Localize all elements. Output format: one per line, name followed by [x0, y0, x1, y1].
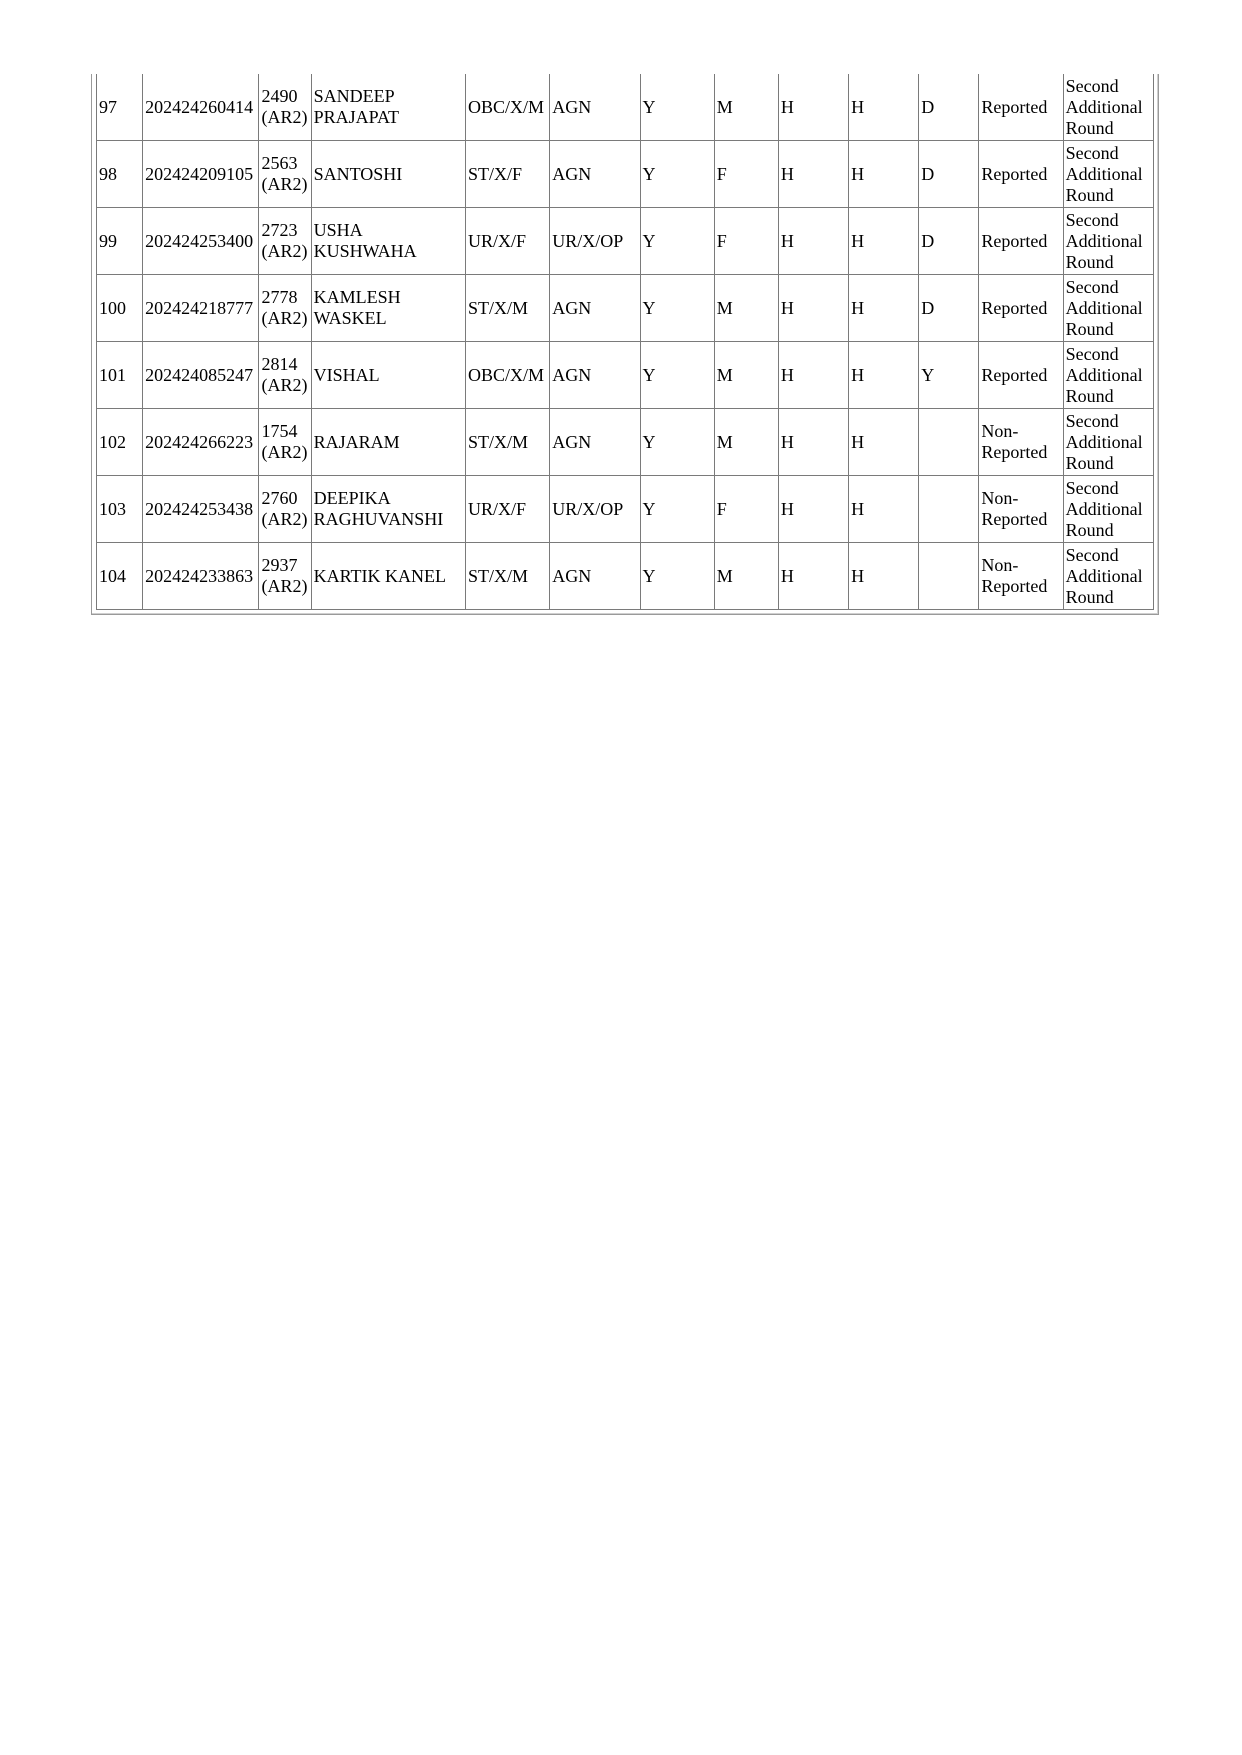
candidate-category: ST/X/M: [468, 565, 529, 586]
round-line-2: Additional: [1065, 297, 1143, 318]
rank-round-tag: (AR2): [261, 375, 308, 395]
candidate-name-line-1: KAMLESH: [313, 287, 401, 307]
round-cell: [1063, 409, 1153, 476]
reporting-status-cell: [979, 275, 1063, 342]
reporting-status-line-1: Reported: [981, 297, 1048, 318]
application-number-cell: [143, 74, 259, 141]
serial-number: 104: [99, 565, 126, 586]
round-line-3: Round: [1065, 184, 1114, 205]
column-9-value: H: [780, 163, 794, 184]
column-9-cell: [778, 543, 848, 610]
column-9-value: H: [780, 565, 794, 586]
rank-number: 2563: [261, 153, 298, 173]
application-number-cell: [143, 409, 259, 476]
table-row: [97, 409, 1154, 476]
gender-value: F: [716, 230, 727, 251]
column-11-cell: [919, 74, 979, 141]
round-line-1: Second: [1065, 544, 1119, 565]
column-9-value: H: [780, 96, 794, 117]
column-11-cell: [919, 275, 979, 342]
reporting-status-line-2: Reported: [981, 576, 1048, 596]
serial-number-cell: [97, 342, 143, 409]
round-cell: [1063, 543, 1153, 610]
reporting-status-cell: [979, 342, 1063, 409]
gender-value: M: [716, 96, 733, 117]
application-number: 202424260414: [145, 96, 254, 117]
reporting-status-cell: [979, 141, 1063, 208]
gender-cell: [714, 476, 778, 543]
column-7-cell: [640, 342, 714, 409]
rank-number: 2778: [261, 287, 298, 307]
serial-number: 103: [99, 498, 126, 519]
table-row: [97, 342, 1154, 409]
reporting-status-cell: [979, 409, 1063, 476]
round-line-3: Round: [1065, 385, 1114, 406]
candidate-name-line-1: DEEPIKA: [313, 488, 391, 508]
column-7-cell: [640, 409, 714, 476]
allotted-category-cell: [550, 543, 640, 610]
round-line-1: Second: [1065, 276, 1119, 297]
rank-cell: [259, 208, 311, 275]
rank-round-tag: (AR2): [261, 509, 308, 529]
round-line-3: Round: [1065, 452, 1114, 473]
round-line-1: Second: [1065, 343, 1119, 364]
reporting-status-line-2: Reported: [981, 442, 1048, 462]
candidate-name-line-2: WASKEL: [313, 308, 387, 328]
allotted-category-cell: [550, 141, 640, 208]
allotted-category: AGN: [552, 163, 592, 184]
round-cell: [1063, 342, 1153, 409]
gender-cell: [714, 141, 778, 208]
rank-number: 2760: [261, 488, 298, 508]
category-cell: [466, 141, 550, 208]
allotted-category: UR/X/OP: [552, 498, 624, 519]
allotted-category: AGN: [552, 297, 592, 318]
reporting-status-cell: [979, 74, 1063, 141]
application-number-cell: [143, 342, 259, 409]
reporting-status-cell: [979, 476, 1063, 543]
column-11-value: Y: [921, 364, 935, 385]
column-10-cell: [849, 74, 919, 141]
column-11-value: D: [921, 230, 935, 251]
column-7-cell: [640, 543, 714, 610]
round-line-3: Round: [1065, 117, 1114, 138]
gender-value: M: [716, 431, 733, 452]
rank-cell: [259, 543, 311, 610]
round-line-3: Round: [1065, 251, 1114, 272]
table-row: [97, 543, 1154, 610]
allotted-category: AGN: [552, 431, 592, 452]
gender-cell: [714, 409, 778, 476]
column-10-cell: [849, 476, 919, 543]
rank-cell: [259, 476, 311, 543]
column-10-value: H: [851, 230, 865, 251]
gender-value: M: [716, 297, 733, 318]
application-number-cell: [143, 476, 259, 543]
column-9-cell: [778, 342, 848, 409]
candidate-category: ST/X/F: [468, 163, 523, 184]
reporting-status-line-1: Reported: [981, 230, 1048, 251]
column-7-cell: [640, 275, 714, 342]
allotted-category: AGN: [552, 364, 592, 385]
candidate-name-line-2: RAGHUVANSHI: [313, 509, 444, 529]
column-10-value: H: [851, 297, 865, 318]
allotted-category: UR/X/OP: [552, 230, 624, 251]
serial-number-cell: [97, 275, 143, 342]
round-line-3: Round: [1065, 519, 1114, 540]
allotted-category-cell: [550, 208, 640, 275]
allotted-category: AGN: [552, 565, 592, 586]
candidate-name-cell: [311, 74, 465, 141]
allotment-table: [96, 74, 1154, 610]
reporting-status-line-1: Non-: [981, 555, 1019, 575]
application-number-cell: [143, 208, 259, 275]
serial-number: 97: [99, 96, 117, 117]
allotted-category-cell: [550, 74, 640, 141]
serial-number: 99: [99, 230, 117, 251]
application-number-cell: [143, 275, 259, 342]
allotted-category: AGN: [552, 96, 592, 117]
gender-cell: [714, 275, 778, 342]
serial-number-cell: [97, 141, 143, 208]
column-7-cell: [640, 141, 714, 208]
candidate-name-line-1: USHA: [313, 220, 363, 240]
table-row: [97, 476, 1154, 543]
column-9-cell: [778, 275, 848, 342]
table-row: [97, 74, 1154, 141]
column-10-cell: [849, 141, 919, 208]
reporting-status-line-1: Non-: [981, 488, 1019, 508]
category-cell: [466, 275, 550, 342]
round-line-1: Second: [1065, 410, 1119, 431]
table-body: [97, 74, 1154, 610]
round-cell: [1063, 275, 1153, 342]
column-7-value: Y: [642, 230, 656, 251]
rank-round-tag: (AR2): [261, 308, 308, 328]
round-line-1: Second: [1065, 477, 1119, 498]
candidate-name-cell: [311, 342, 465, 409]
gender-cell: [714, 342, 778, 409]
column-9-cell: [778, 74, 848, 141]
round-line-2: Additional: [1065, 498, 1143, 519]
serial-number-cell: [97, 409, 143, 476]
round-cell: [1063, 476, 1153, 543]
candidate-name-line-1: VISHAL: [313, 364, 380, 385]
serial-number: 98: [99, 163, 117, 184]
round-line-1: Second: [1065, 142, 1119, 163]
gender-value: F: [716, 498, 727, 519]
reporting-status-line-1: Non-: [981, 421, 1019, 441]
column-10-cell: [849, 543, 919, 610]
column-11-value: D: [921, 163, 935, 184]
application-number: 202424233863: [145, 565, 254, 586]
column-7-value: Y: [642, 96, 656, 117]
column-11-cell: [919, 141, 979, 208]
candidate-name-cell: [311, 476, 465, 543]
column-10-cell: [849, 342, 919, 409]
rank-cell: [259, 74, 311, 141]
column-7-value: Y: [642, 565, 656, 586]
candidate-name-cell: [311, 543, 465, 610]
serial-number-cell: [97, 476, 143, 543]
rank-cell: [259, 275, 311, 342]
column-10-value: H: [851, 163, 865, 184]
column-7-value: Y: [642, 498, 656, 519]
column-10-cell: [849, 409, 919, 476]
column-10-value: H: [851, 498, 865, 519]
candidate-category: UR/X/F: [468, 498, 527, 519]
column-7-value: Y: [642, 364, 656, 385]
round-line-2: Additional: [1065, 364, 1143, 385]
application-number: 202424085247: [145, 364, 254, 385]
rank-round-tag: (AR2): [261, 107, 308, 127]
candidate-name-cell: [311, 409, 465, 476]
gender-cell: [714, 543, 778, 610]
rank-cell: [259, 409, 311, 476]
column-10-cell: [849, 275, 919, 342]
allotted-category-cell: [550, 275, 640, 342]
application-number: 202424253438: [145, 498, 254, 519]
column-9-cell: [778, 476, 848, 543]
candidate-name-line-1: RAJARAM: [313, 431, 400, 452]
round-line-2: Additional: [1065, 230, 1143, 251]
column-9-value: H: [780, 297, 794, 318]
candidate-name-line-2: PRAJAPAT: [313, 107, 399, 127]
rank-round-tag: (AR2): [261, 576, 308, 596]
round-line-2: Additional: [1065, 163, 1143, 184]
column-11-cell: [919, 342, 979, 409]
candidate-name-cell: [311, 275, 465, 342]
column-9-value: H: [780, 498, 794, 519]
rank-round-tag: (AR2): [261, 442, 308, 462]
serial-number-cell: [97, 208, 143, 275]
column-9-cell: [778, 208, 848, 275]
column-10-value: H: [851, 96, 865, 117]
application-number: 202424209105: [145, 163, 254, 184]
round-line-2: Additional: [1065, 565, 1143, 586]
table-row: [97, 208, 1154, 275]
column-7-value: Y: [642, 163, 656, 184]
application-number: 202424253400: [145, 230, 254, 251]
application-number: 202424266223: [145, 431, 254, 452]
column-10-value: H: [851, 364, 865, 385]
candidate-category: OBC/X/M: [468, 364, 545, 385]
rank-number: 2490: [261, 86, 298, 106]
gender-cell: [714, 208, 778, 275]
column-9-value: H: [780, 364, 794, 385]
rank-number: 2814: [261, 354, 298, 374]
column-11-cell: [919, 208, 979, 275]
gender-value: M: [716, 565, 733, 586]
category-cell: [466, 342, 550, 409]
rank-round-tag: (AR2): [261, 241, 308, 261]
reporting-status-line-2: Reported: [981, 509, 1048, 529]
column-11-cell: [919, 476, 979, 543]
category-cell: [466, 543, 550, 610]
allotted-category-cell: [550, 342, 640, 409]
round-cell: [1063, 208, 1153, 275]
rank-cell: [259, 342, 311, 409]
candidate-name-line-1: KARTIK KANEL: [313, 565, 446, 586]
round-line-1: Second: [1065, 75, 1119, 96]
serial-number: 100: [99, 297, 126, 318]
reporting-status-line-1: Reported: [981, 96, 1048, 117]
category-cell: [466, 409, 550, 476]
gender-cell: [714, 74, 778, 141]
column-11-cell: [919, 543, 979, 610]
table-row: [97, 141, 1154, 208]
reporting-status-line-1: Reported: [981, 163, 1048, 184]
column-9-cell: [778, 409, 848, 476]
column-10-value: H: [851, 565, 865, 586]
application-number-cell: [143, 543, 259, 610]
candidate-name-line-2: KUSHWAHA: [313, 241, 417, 261]
reporting-status-cell: [979, 543, 1063, 610]
serial-number-cell: [97, 543, 143, 610]
rank-cell: [259, 141, 311, 208]
table-frame: [91, 74, 1159, 615]
reporting-status-line-1: Reported: [981, 364, 1048, 385]
round-cell: [1063, 141, 1153, 208]
rank-number: 2937: [261, 555, 298, 575]
rank-round-tag: (AR2): [261, 174, 308, 194]
candidate-category: OBC/X/M: [468, 96, 545, 117]
column-9-value: H: [780, 431, 794, 452]
candidate-category: ST/X/M: [468, 431, 529, 452]
column-7-cell: [640, 476, 714, 543]
column-7-cell: [640, 74, 714, 141]
serial-number: 101: [99, 364, 126, 385]
application-number-cell: [143, 141, 259, 208]
candidate-name-line-1: SANTOSHI: [313, 163, 403, 184]
column-10-cell: [849, 208, 919, 275]
column-9-value: H: [780, 230, 794, 251]
serial-number-cell: [97, 74, 143, 141]
column-10-value: H: [851, 431, 865, 452]
column-11-value: D: [921, 297, 935, 318]
round-line-3: Round: [1065, 318, 1114, 339]
column-11-cell: [919, 409, 979, 476]
application-number: 202424218777: [145, 297, 254, 318]
rank-number: 2723: [261, 220, 298, 240]
candidate-name-cell: [311, 208, 465, 275]
column-11-value: D: [921, 96, 935, 117]
round-line-2: Additional: [1065, 431, 1143, 452]
round-line-2: Additional: [1065, 96, 1143, 117]
category-cell: [466, 476, 550, 543]
round-line-3: Round: [1065, 586, 1114, 607]
gender-value: F: [716, 163, 727, 184]
candidate-name-line-1: SANDEEP: [313, 86, 395, 106]
round-line-1: Second: [1065, 209, 1119, 230]
column-7-cell: [640, 208, 714, 275]
round-cell: [1063, 74, 1153, 141]
category-cell: [466, 208, 550, 275]
candidate-category: UR/X/F: [468, 230, 527, 251]
column-9-cell: [778, 141, 848, 208]
candidate-name-cell: [311, 141, 465, 208]
column-7-value: Y: [642, 297, 656, 318]
table-row: [97, 275, 1154, 342]
gender-value: M: [716, 364, 733, 385]
column-7-value: Y: [642, 431, 656, 452]
category-cell: [466, 74, 550, 141]
reporting-status-cell: [979, 208, 1063, 275]
rank-number: 1754: [261, 421, 298, 441]
allotted-category-cell: [550, 476, 640, 543]
candidate-category: ST/X/M: [468, 297, 529, 318]
allotted-category-cell: [550, 409, 640, 476]
serial-number: 102: [99, 431, 126, 452]
